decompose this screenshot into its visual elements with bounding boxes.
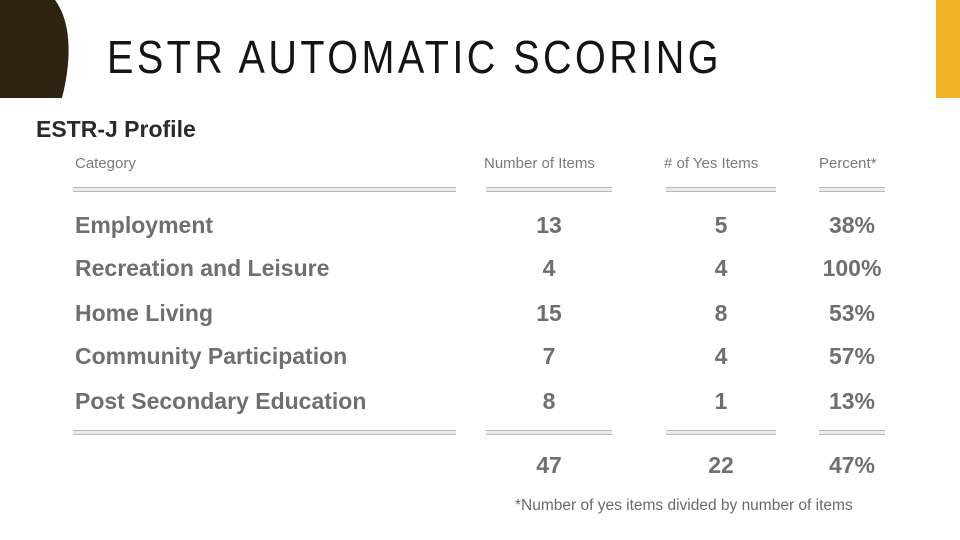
row-percent: 38% xyxy=(828,212,876,238)
row-items: 8 xyxy=(542,388,556,414)
row-percent: 100% xyxy=(822,255,882,281)
row-items: 4 xyxy=(542,255,556,281)
row-category: Community Participation xyxy=(75,343,348,369)
accent-bar xyxy=(936,0,960,98)
row-yes: 1 xyxy=(714,388,728,414)
totals-divider xyxy=(73,430,456,435)
row-category: Home Living xyxy=(75,300,214,326)
footnote: *Number of yes items divided by number of items xyxy=(515,497,853,514)
row-percent: 53% xyxy=(828,300,876,326)
totals-divider xyxy=(486,430,612,435)
header-percent: Percent* xyxy=(819,155,877,172)
total-yes: 22 xyxy=(708,452,734,478)
row-yes: 5 xyxy=(714,212,728,238)
header-divider xyxy=(819,187,885,192)
total-items: 47 xyxy=(536,452,562,478)
row-category: Employment xyxy=(75,212,214,238)
row-yes: 4 xyxy=(714,255,728,281)
row-percent: 57% xyxy=(828,343,876,369)
totals-divider xyxy=(666,430,776,435)
row-yes: 8 xyxy=(714,300,728,326)
slide-title: ESTR AUTOMATIC SCORING xyxy=(107,31,722,83)
header-category: Category xyxy=(75,155,136,172)
row-percent: 13% xyxy=(828,388,876,414)
row-items: 7 xyxy=(542,343,556,369)
header-divider xyxy=(73,187,456,192)
header-yes-items: # of Yes Items xyxy=(664,155,759,172)
header-number-of-items: Number of Items xyxy=(484,155,595,172)
row-items: 13 xyxy=(536,212,562,238)
row-category: Post Secondary Education xyxy=(75,388,367,414)
row-yes: 4 xyxy=(714,343,728,369)
header-divider xyxy=(666,187,776,192)
row-items: 15 xyxy=(536,300,562,326)
total-percent: 47% xyxy=(828,452,876,478)
totals-divider xyxy=(819,430,885,435)
row-category: Recreation and Leisure xyxy=(75,255,330,281)
corner-decoration xyxy=(0,0,80,98)
header-divider xyxy=(486,187,612,192)
profile-title: ESTR-J Profile xyxy=(36,116,196,142)
